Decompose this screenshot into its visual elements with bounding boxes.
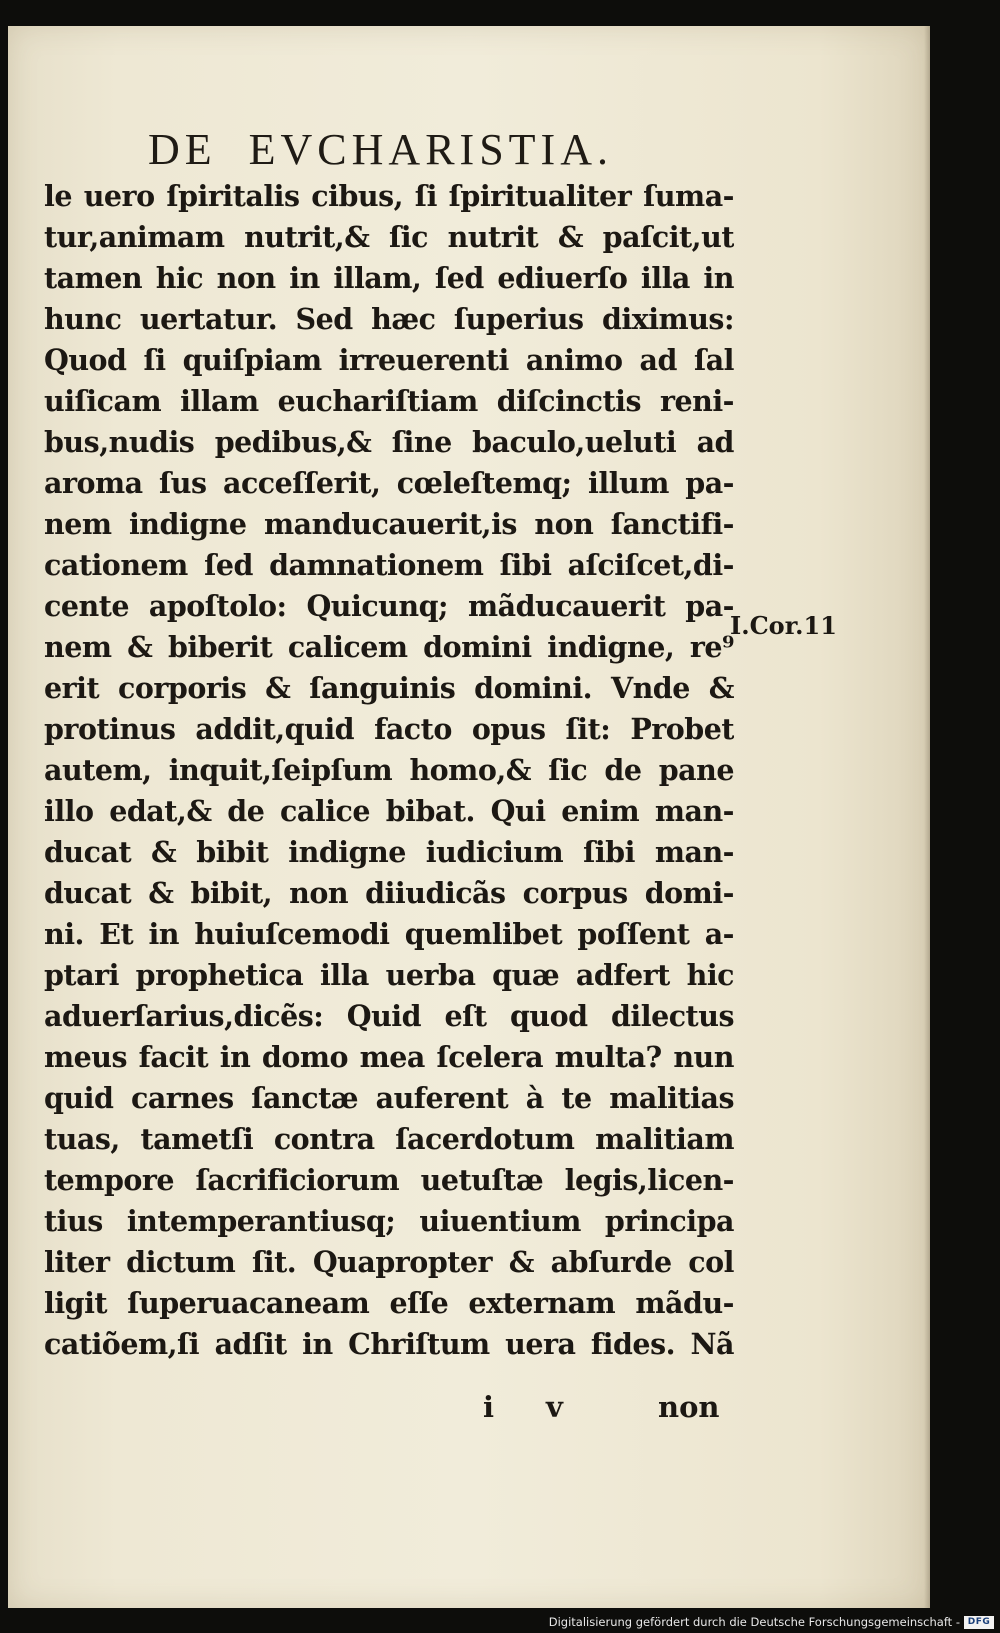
text-line: tur,animam nutrit,& ſic nutrit & paſcit,ut: [44, 220, 734, 254]
text-line: liter dictum ſit. Quapropter & abſurde col: [44, 1245, 734, 1279]
text-line: ducat & bibit indigne iudicium ſibi man-: [44, 835, 734, 869]
dfg-logo: DFG: [964, 1616, 994, 1629]
text-line: cationem ſed damnationem ſibi aſciſcet,di-: [44, 548, 734, 582]
text-line: ni. Et in huiuſcemodi quemlibet poſſent a-: [44, 917, 734, 951]
text-line: cente apoſtolo: Quicunq; mãducauerit pa-: [44, 589, 734, 623]
running-head: DE EVCHARISTIA.: [148, 125, 613, 174]
text-line: nem & biberit calicem domini indigne, re⁹: [44, 630, 734, 664]
digitization-credit: Digitalisierung gefördert durch die Deutsche Forschungsgemeinschaft -: [548, 1615, 960, 1629]
text-line: ducat & bibit, non diiudicãs corpus domi-: [44, 876, 734, 910]
text-line: aduerſarius,dicẽs: Quid eſt quod dilectus: [44, 999, 734, 1033]
text-line: tamen hic non in illam, ſed ediuerſo illa in: [44, 261, 734, 295]
text-line: autem, inquit,ſeipſum homo,& ſic de pane: [44, 753, 734, 787]
text-line: erit corporis & ſanguinis domini. Vnde &: [44, 671, 734, 705]
text-line: nem indigne manducauerit,is non ſanctifi-: [44, 507, 734, 541]
text-line: aroma ſus acceſſerit, cœleſtemq; illum pa-: [44, 466, 734, 500]
catchword: non: [658, 1390, 720, 1424]
text-line: catiõem,ſi adſit in Chriſtum uera fides. Nã: [44, 1327, 734, 1361]
book-page: [8, 26, 930, 1608]
text-line: Quod ſi quiſpiam irreuerenti animo ad ſal: [44, 343, 734, 377]
text-line: bus,nudis pedibus,& ſine baculo,ueluti ad: [44, 425, 734, 459]
text-line: hunc uertatur. Sed hæc ſuperius diximus:: [44, 302, 734, 336]
text-line: meus facit in domo mea ſcelera multa? nun: [44, 1040, 734, 1074]
text-line: protinus addit,quid facto opus ſit: Probet: [44, 712, 734, 746]
text-line: tuas, tametſi contra ſacerdotum malitiam: [44, 1122, 734, 1156]
text-line: uiſicam illam euchariſtiam diſcinctis reni-: [44, 384, 734, 418]
signature-numeral: v: [546, 1390, 563, 1424]
text-line: quid carnes ſanctæ auferent à te malitias: [44, 1081, 734, 1115]
body-text: [44, 176, 734, 1365]
text-line: tempore ſacrificiorum uetuſtæ legis,licen-: [44, 1163, 734, 1197]
text-line: tius intemperantiusq; uiuentium principa: [44, 1204, 734, 1238]
margin-note: I.Cor.11: [730, 611, 837, 640]
text-line: ligit ſuperuacaneam eſſe externam mãdu-: [44, 1286, 734, 1320]
text-line: le uero ſpiritalis cibus, ſi ſpiritualiter ſuma-: [44, 179, 734, 213]
text-line: ptari prophetica illa uerba quæ adfert hic: [44, 958, 734, 992]
text-line: illo edat,& de calice bibat. Qui enim man-: [44, 794, 734, 828]
signature-mark: i: [483, 1390, 495, 1424]
